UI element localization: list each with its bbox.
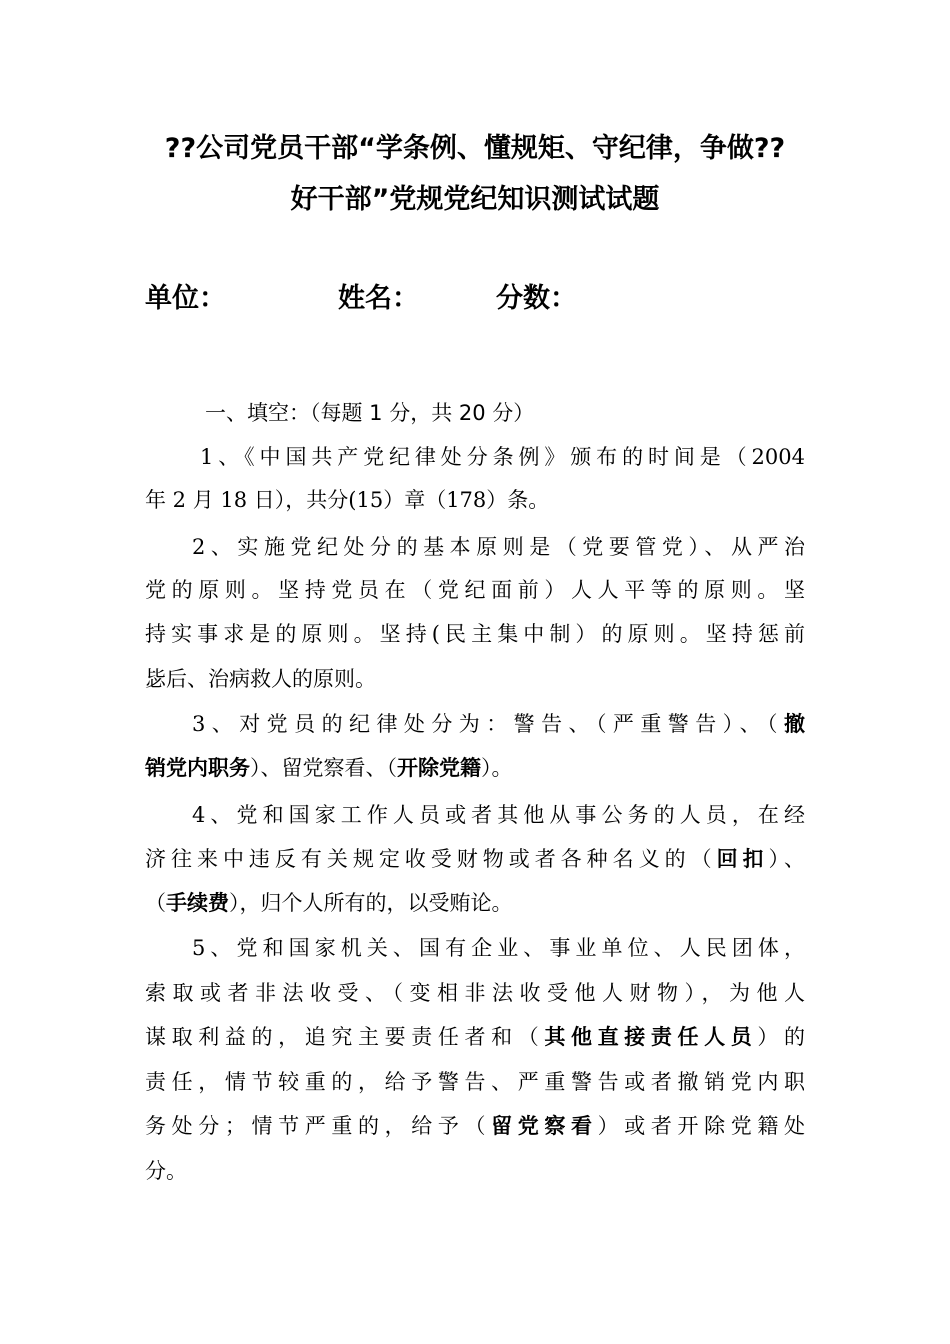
q4-answer-kickback: 回扣 (716, 846, 769, 871)
q3-text: 3、对党员的纪律处分为：警告、（严重警告）、（ (192, 712, 784, 736)
q4-text: 济往来中违反有关规定收受财物或者各种名义的（ (145, 847, 717, 871)
q4-text-close: ）、 (768, 847, 806, 871)
q3-text-end: ）。 (481, 756, 513, 780)
q2-line-2: 党的原则。坚持党员在（党纪面前）人人平等的原则。坚 (145, 578, 805, 602)
q5-answer-persons: 其他直接责任人员 (544, 1024, 758, 1049)
q3-text-mid: ）、留党察看、（ (250, 756, 397, 780)
q5-line-3 (145, 1022, 805, 1052)
q5-text-end: ）或者开除党籍处 (597, 1114, 805, 1138)
q1-line-1: 1、《中国共产党纪律处分条例》颁布的时间是（2004 (200, 445, 805, 469)
q2-line-3: 持实事求是的原则。坚持(民主集中制）的原则。坚持惩前 (145, 622, 805, 646)
unit-label: 单位： (145, 283, 226, 314)
q3-answer-revoke: 销党内职务 (145, 755, 250, 780)
q3-answer-fragment: 撤 (784, 711, 805, 736)
q1-line-2: 年 2 月 18 日），共分(15）章（178）条。 (145, 488, 550, 512)
q4-text-end: ），归个人所有的，以受贿论。 (229, 891, 513, 915)
section-heading: 一、填空：（每题 1 分，共 20 分） (205, 401, 535, 425)
q4-line-2 (145, 844, 805, 874)
q3-answer-expel: 开除党籍 (397, 755, 481, 780)
q5-line-6: 分。 (145, 1159, 187, 1183)
title-line-2: 好干部”党规党纪知识测试试题 (290, 184, 660, 215)
q4-line-3 (145, 888, 513, 918)
q5-text-2: 务处分；情节严重的，给予（ (145, 1114, 492, 1138)
q5-line-1: 5、党和国家机关、国有企业、事业单位、人民团体， (192, 936, 805, 960)
q4-text-open: （ (145, 891, 166, 915)
q3-line-2 (145, 753, 513, 783)
q4-line-1: 4、党和国家工作人员或者其他从事公务的人员，在经 (192, 803, 805, 827)
q5-text: 谋取利益的，追究主要责任者和（ (145, 1025, 545, 1049)
q5-answer-probation: 留党察看 (491, 1113, 598, 1138)
score-label: 分数： (496, 283, 577, 314)
q2-line-4: 毖后、治病救人的原则。 (145, 667, 376, 691)
q5-text-close: ）的 (757, 1025, 805, 1049)
name-label: 姓名： (338, 283, 419, 314)
q5-line-2: 索取或者非法收受、（变相非法收受他人财物），为他人 (145, 981, 805, 1005)
q5-line-5 (145, 1111, 805, 1141)
q5-line-4: 责任，情节较重的，给予警告、严重警告或者撤销党内职 (145, 1070, 805, 1094)
q4-answer-fee: 手续费 (166, 890, 229, 915)
title-line-1: ??公司党员干部“学条例、懂规矩、守纪律，争做?? (164, 133, 786, 164)
q2-line-1: 2、实施党纪处分的基本原则是（党要管党）、从严治 (192, 535, 805, 559)
q3-line-1 (192, 709, 805, 739)
